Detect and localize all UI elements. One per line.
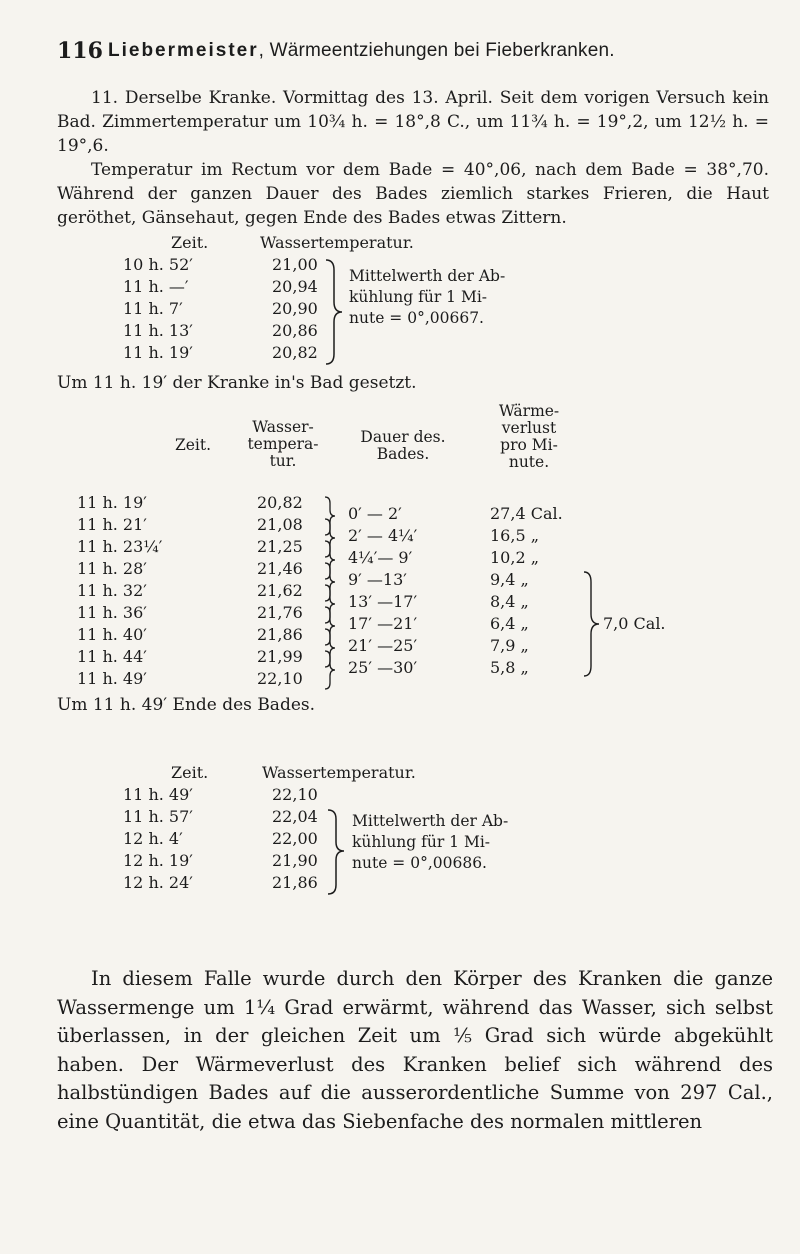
table2-duration-column [348,503,478,679]
table1-temp: 20,94 [272,277,318,296]
table2-time: 11 h. 40′ [77,625,147,644]
table2-temp: 21,08 [257,515,303,534]
table1-temp: 20,82 [272,343,318,362]
table2-loss: 27,4 Cal. [490,504,563,523]
table1-time: 11 h. —′ [123,277,189,296]
table2-duration: 21′ —25′ [348,636,418,655]
table2-temp: 20,82 [257,493,303,512]
table2-header-duration-line: Dauer des. [360,428,446,446]
table2-header-loss-line: verlust [501,419,557,437]
table1-header-temp: Wassertemperatur. [260,233,414,252]
table1-time: 11 h. 13′ [123,321,193,340]
table2-header-temp-line: tempera- [247,435,319,453]
table1-time: 10 h. 52′ [123,255,193,274]
table2-group-brace [582,570,602,678]
table2-time: 11 h. 28′ [77,559,147,578]
table2-time-column [77,492,217,690]
sentence-bath-end: Um 11 h. 49′ Ende des Bades. [57,695,316,715]
table2-temp: 21,62 [257,581,303,600]
page-number: 116 [57,38,103,64]
table2-header-duration [348,429,458,463]
table2-pair-braces [323,494,341,694]
table2-group-total: 7,0 Cal. [603,614,666,633]
table3-header-time: Zeit. [171,763,209,782]
sentence-bath-start: Um 11 h. 19′ der Kranke in's Bad gesetzt. [57,373,417,393]
intro-paragraph [57,86,769,230]
table2-temp: 21,76 [257,603,303,622]
intro-line-1: 11. Derselbe Kranke. Vormittag des 13. April. Seit dem vorigen Versuch kein Bad. Zimmertemperatur um 10¾ h. = 18°,8 C., um 11¾ h. = 19°,2, um 12½ h. = 19°,6. [57,88,769,156]
table2-time: 11 h. 44′ [77,647,147,666]
intro-line-2: Temperatur im Rectum vor dem Bade = 40°,06, nach dem Bade = 38°,70. Während der ganzen Dauer des Bades ziemlich starkes Frieren, die Haut geröthet, Gänsehaut, gegen Ende des Bades etwas Zittern. [57,160,769,228]
header-title: , Wärmeentziehungen bei Fieberkranken. [258,40,615,61]
table2-duration: 17′ —21′ [348,614,418,633]
table3-time: 11 h. 49′ [123,785,193,804]
table2-loss: 5,8 „ [490,658,529,677]
table3-temp: 22,04 [272,807,318,826]
table3-temp: 21,90 [272,851,318,870]
table2-duration: 2′ — 4¼′ [348,526,418,545]
table1-time: 11 h. 7′ [123,299,183,318]
table2-header-temp-line: tur. [269,452,297,470]
running-header [108,40,615,62]
table2-loss: 16,5 „ [490,526,539,545]
table3-temp: 22,10 [272,785,318,804]
table2-time: 11 h. 19′ [77,493,147,512]
table2-loss: 10,2 „ [490,548,539,567]
table2-time: 11 h. 23¼′ [77,537,163,556]
table2-header-duration-line: Bades. [376,445,430,463]
table1-header-time: Zeit. [171,233,209,252]
table1-note-line: Mittelwerth der Ab- [349,267,506,285]
table3-brace [326,808,348,896]
table3-header-temp: Wassertemperatur. [262,763,416,782]
table3-time: 12 h. 24′ [123,873,193,892]
table2-time: 11 h. 36′ [77,603,147,622]
table3-note-line: Mittelwerth der Ab- [352,812,509,830]
table2-duration: 4¼′— 9′ [348,548,413,567]
table2-temp: 21,25 [257,537,303,556]
body-paragraph: In diesem Falle wurde durch den Körper des Kranken die ganze Wassermenge um 1¼ Grad erwärmt, während das Wasser, sich selbst überlassen, in der gleichen Zeit um ⅕ Grad sich würde abgekühlt haben. Der Wärmeverlust des Kranken belief sich während des halbstündigen Bades auf die ausserordentliche Summe von 297 Cal., eine Quantität, die etwa das Siebenfache des normalen mittleren [57,967,773,1133]
table2-header-loss-line: pro Mi- [500,436,558,454]
table1-temp: 20,90 [272,299,318,318]
table2-header-temp [238,419,328,470]
table1-temp: 20,86 [272,321,318,340]
table1-temp: 21,00 [272,255,318,274]
table2-temp-column [257,492,327,690]
table2-duration: 9′ —13′ [348,570,407,589]
table2-loss: 8,4 „ [490,592,529,611]
table1-time-column [123,254,233,364]
table2-temp: 21,46 [257,559,303,578]
table2-duration: 0′ — 2′ [348,504,402,523]
table3-time: 12 h. 4′ [123,829,183,848]
table1-note-line: nute = 0°,00667. [349,309,484,327]
table2-loss: 9,4 „ [490,570,529,589]
table1-note-line: kühlung für 1 Mi- [349,288,488,306]
table3-note-line: kühlung für 1 Mi- [352,833,491,851]
table2-header-temp-line: Wasser- [252,418,314,436]
table2-header-loss-line: nute. [508,453,550,471]
table2-temp: 21,99 [257,647,303,666]
table2-loss: 6,4 „ [490,614,529,633]
table1-time: 11 h. 19′ [123,343,193,362]
table3-temp: 22,00 [272,829,318,848]
table2-time: 11 h. 21′ [77,515,147,534]
table3-note-line: nute = 0°,00686. [352,854,487,872]
table2-duration: 25′ —30′ [348,658,418,677]
table1-brace [324,258,346,366]
table2-header-loss [484,403,574,471]
table2-duration: 13′ —17′ [348,592,418,611]
table1-note [349,266,505,329]
table2-loss-column [490,503,580,679]
header-author: Liebermeister [108,40,259,61]
table2-header-loss-line: Wärme- [498,402,560,420]
table3-note [352,811,508,874]
table3-temp: 21,86 [272,873,318,892]
table2-temp: 21,86 [257,625,303,644]
table3-time-column [123,784,233,894]
table2-temp: 22,10 [257,669,303,688]
table2-header-time: Zeit. [174,436,212,454]
table2-time: 11 h. 32′ [77,581,147,600]
table3-time: 12 h. 19′ [123,851,193,870]
table3-time: 11 h. 57′ [123,807,193,826]
table2-loss: 7,9 „ [490,636,529,655]
table2-time: 11 h. 49′ [77,669,147,688]
